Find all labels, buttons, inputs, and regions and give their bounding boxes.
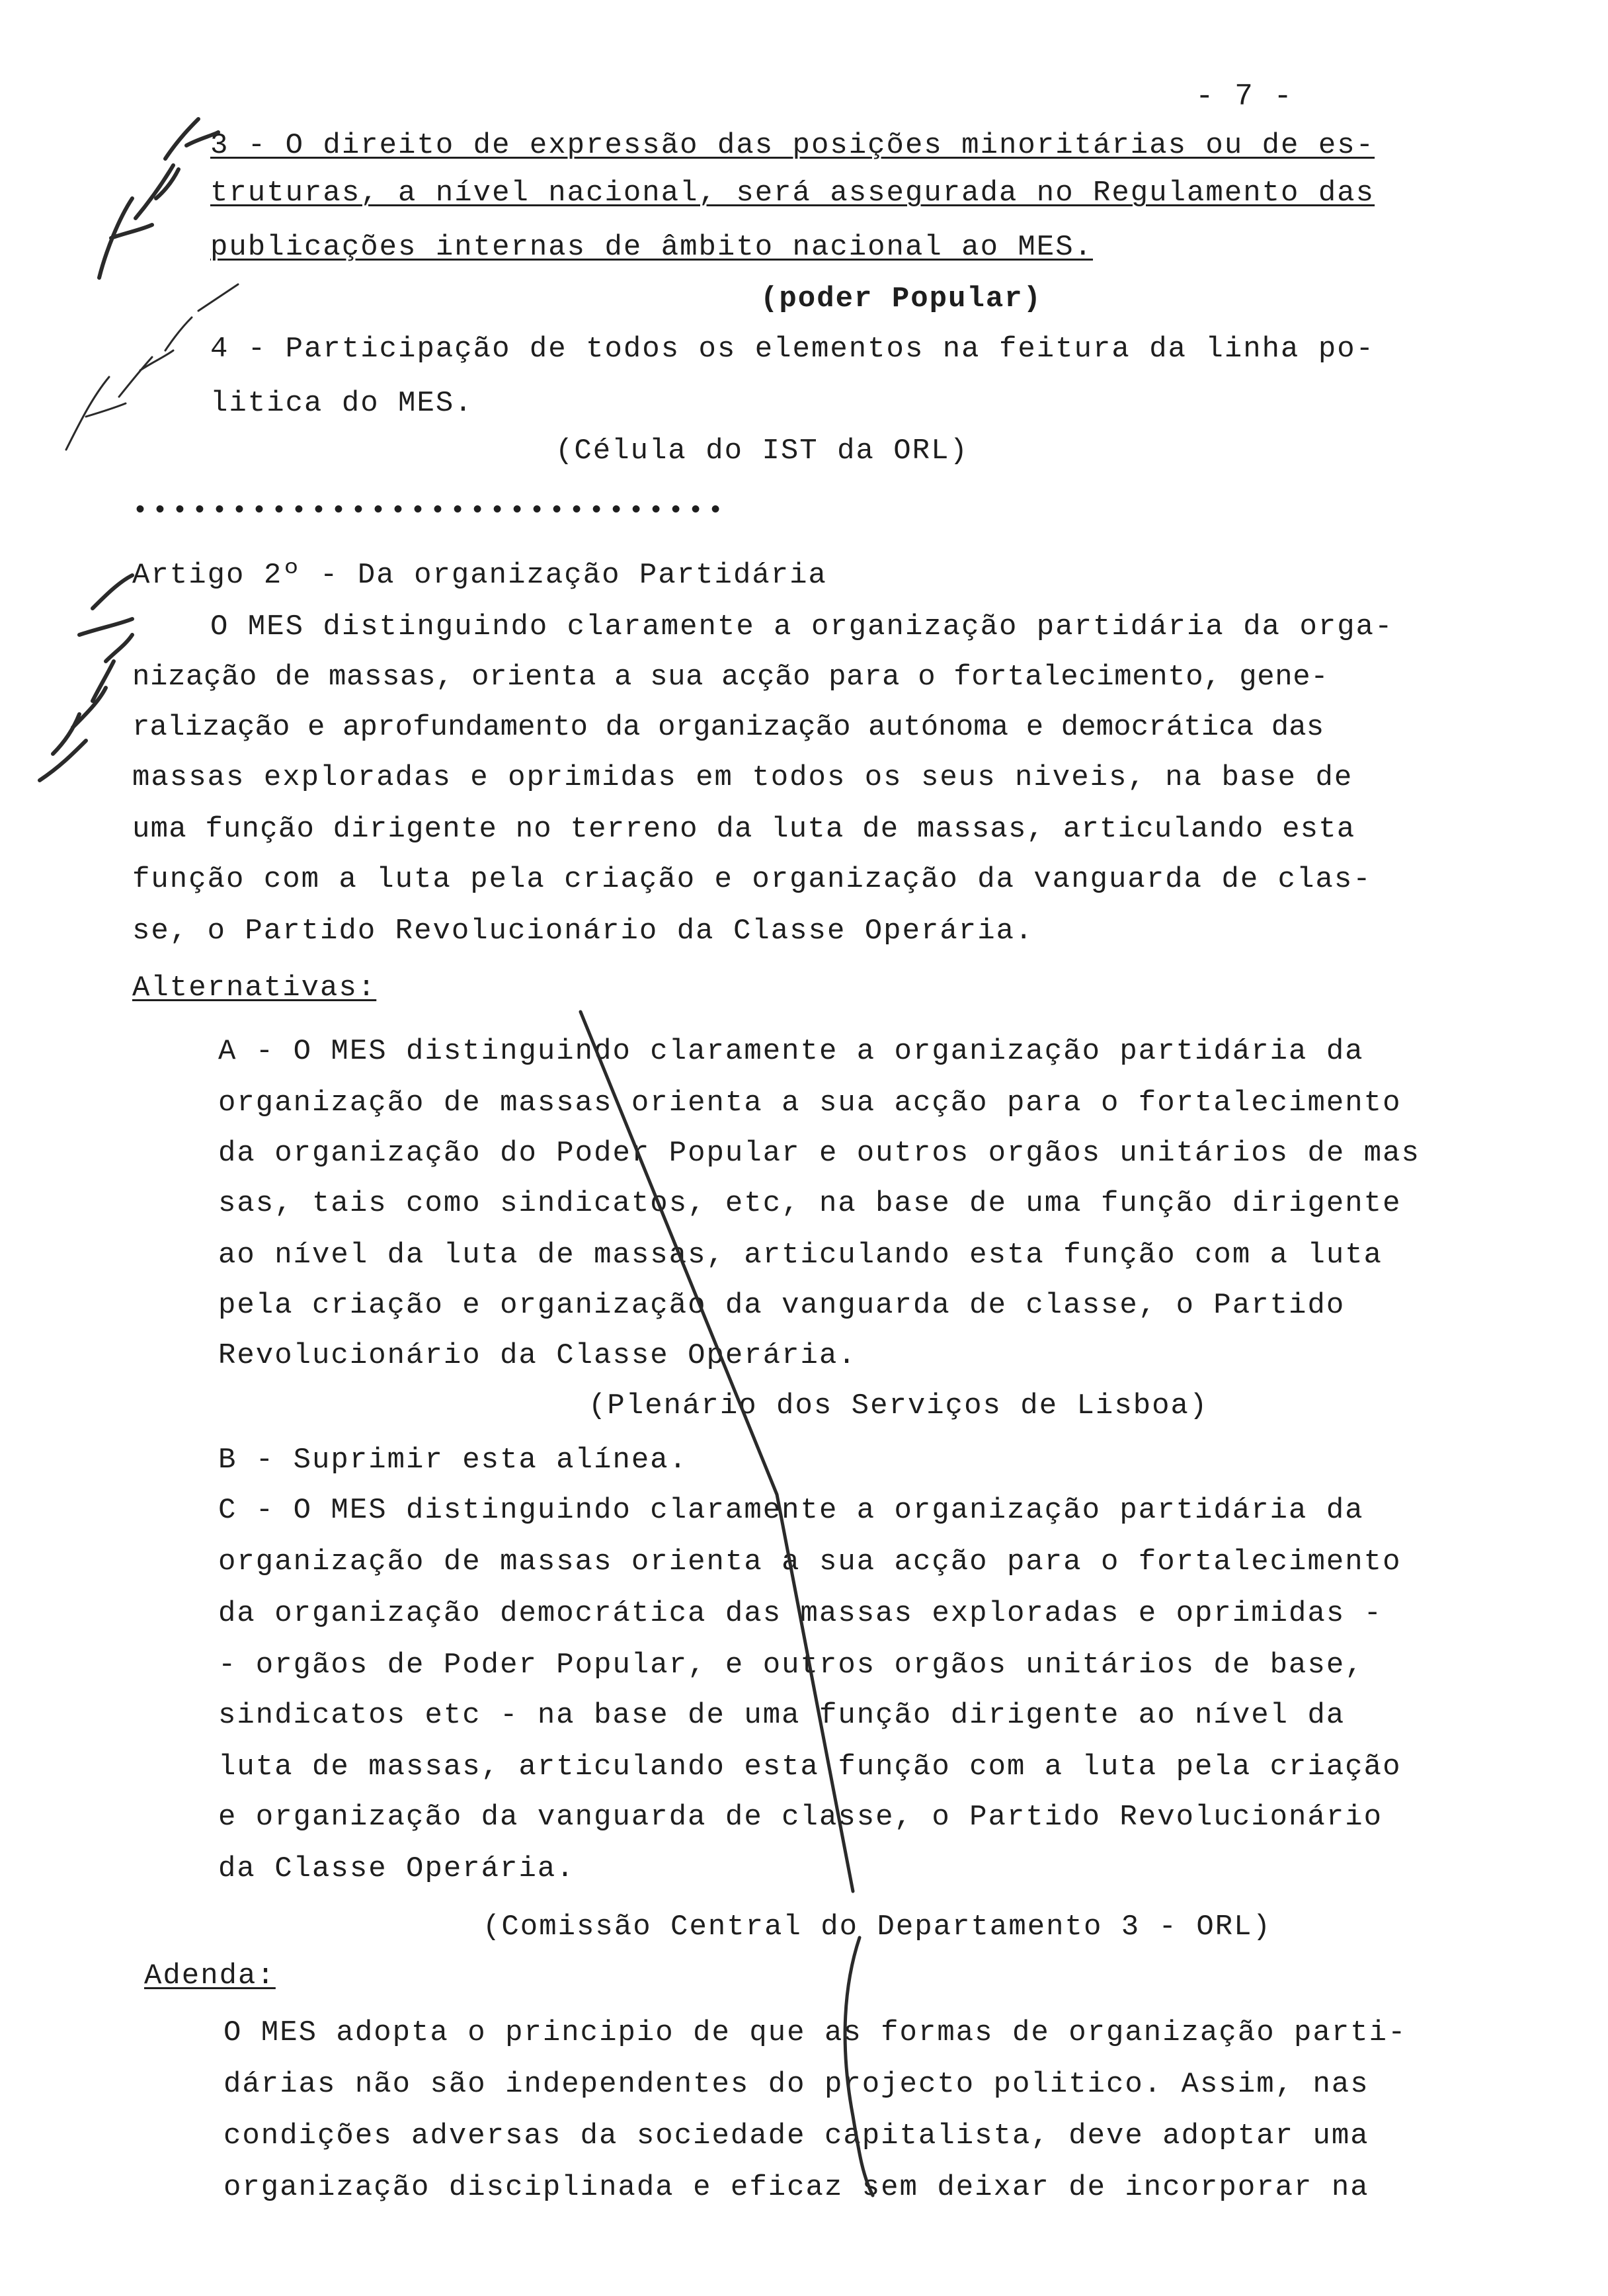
alt-c-credit: (Comissão Central do Departamento 3 - ORL) [483,1910,1271,1944]
item3-line-1: 3 - O direito de expressão das posições minoritárias ou de es- [210,129,1375,162]
handwritten-note-1 [99,119,218,278]
artigo-line-2: nização de massas, orienta a sua acção para o fortalecimento, gene- [132,661,1329,694]
item4-line-2: litica do MES. [210,387,473,420]
item3-line-3: publicações internas de âmbito nacional ao MES. [210,231,1094,264]
adenda-line-3: condições adversas da sociedade capitalista, deve adoptar uma [223,2119,1369,2152]
alt-a-line-3: da organização do Poder Popular e outros orgãos unitários de mas [218,1137,1420,1170]
alt-a-line-4: sas, tais como sindicatos, etc, na base de uma função dirigente [218,1187,1402,1220]
alt-a-line-7: Revolucionário da Classe Operária. [218,1339,857,1372]
adenda-line-4: organização disciplinada e eficaz sem deixar de incorporar na [223,2171,1369,2204]
item3-line-2: truturas, a nível nacional, será assegurada no Regulamento das [210,177,1375,210]
artigo-line-5: uma função dirigente no terreno da luta de massas, articulando esta [132,813,1355,846]
dotted-separator: •••••••••••••••••••••••••••••• [132,497,728,526]
bracket-mark-icon [845,1938,873,2195]
alt-a-line-6: pela criação e organização da vanguarda de classe, o Partido [218,1289,1346,1322]
alt-c-line-7: e organização da vanguarda de classe, o Partido Revolucionário [218,1801,1383,1834]
alt-a-line-1: A - O MES distinguindo claramente a organização partidária da [218,1035,1364,1068]
adenda-line-1: O MES adopta o principio de que as formas de organização parti- [223,2016,1407,2049]
page-number: - 7 - [1195,79,1294,114]
adenda-heading: Adenda: [144,1959,276,1992]
alt-c-line-6: luta de massas, articulando esta função com a luta pela criação [218,1750,1402,1784]
artigo-line-1: O MES distinguindo claramente a organização partidária da orga- [210,610,1394,643]
alt-c-line-1: C - O MES distinguindo claramente a organização partidária da [218,1494,1364,1527]
artigo-line-7: se, o Partido Revolucionário da Classe Operária. [132,915,1034,948]
alt-c-line-8: da Classe Operária. [218,1852,575,1885]
alt-c-line-5: sindicatos etc - na base de uma função dirigente ao nível da [218,1699,1346,1732]
artigo-heading: Artigo 2º - Da organização Partidária [132,559,827,592]
artigo-line-6: função com a luta pela criação e organização da vanguarda de clas- [132,863,1372,896]
alt-c-line-4: - orgãos de Poder Popular, e outros orgãos unitários de base, [218,1649,1364,1682]
artigo-line-3: ralização e aprofundamento da organização autónoma e democrática das [132,711,1324,744]
alternativas-heading: Alternativas: [132,971,377,1004]
alt-c-line-3: da organização democrática das massas exploradas e oprimidas - [218,1597,1383,1630]
alt-a-credit: (Plenário dos Serviços de Lisboa) [588,1389,1209,1422]
alt-a-line-5: ao nível da luta de massas, articulando esta função com a luta [218,1239,1383,1272]
alt-c-line-2: organização de massas orienta a sua acção para o fortalecimento [218,1545,1402,1578]
handwritten-note-3 [40,575,132,780]
handwritten-note-2 [66,284,238,450]
adenda-line-2: dárias não são independentes do projecto politico. Assim, nas [223,2068,1369,2101]
alt-a-line-2: organização de massas orienta a sua acção para o fortalecimento [218,1086,1402,1120]
item4-line-1: 4 - Participação de todos os elementos na feitura da linha po- [210,333,1375,366]
strike-line-icon [581,1012,853,1891]
item3-credit: (poder Popular) [760,282,1043,315]
artigo-line-4: massas exploradas e oprimidas em todos os seus niveis, na base de [132,761,1353,794]
item4-credit: (Célula do IST da ORL) [555,434,969,468]
alt-b-line: B - Suprimir esta alínea. [218,1444,688,1477]
